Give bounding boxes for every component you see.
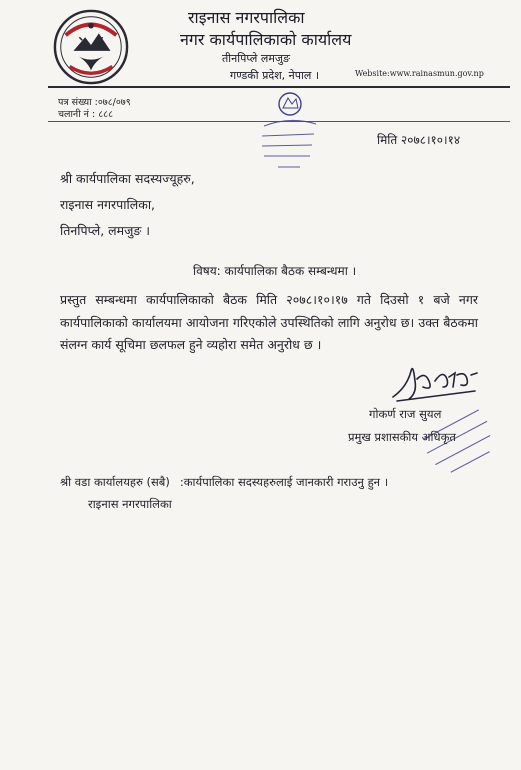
addressee-line-3: तिनपिप्ले, लमजुङ । (60, 223, 151, 238)
nepal-emblem-logo (52, 8, 130, 86)
letter-number: पत्र संख्या :०७८/०७९ (58, 97, 131, 108)
cc-line (60, 475, 388, 490)
office-place: तीनपिप्ले लमजुङ (222, 52, 291, 65)
office-stamp (250, 90, 325, 182)
cc-note: :कार्यपालिका सदस्यहरुलाई जानकारी गराउनु हुन । (179, 475, 389, 489)
signatory-name: गोकर्ण राज सुयल (369, 407, 442, 421)
cc-office: राइनास नगरपालिका (88, 497, 172, 511)
municipality-name: राइनास नगरपालिका (188, 8, 305, 27)
addressee-line-1: श्री कार्यपालिका सदस्यज्यूहरु, (60, 171, 195, 186)
letter-body: प्रस्तुत सम्बन्धमा कार्यपालिकाको बैठक मिति २०७८।१०।१७ गते दिउसो १ बजे नगर कार्यपालिकाको कार्यालयमा आयोजना गरिएकोले उपस्थितिको लागि अनुरोध छ। उक्त बैठकमा संलग्न कार्य सूचिमा छलफल हुने व्यहोरा समेत अनुरोध छ । (60, 292, 478, 352)
letter-subject: विषय: कार्यपालिका बैठक सम्बन्धमा । (193, 264, 357, 278)
signatory-title: प्रमुख प्रशासकीय अधिकृत (348, 430, 456, 444)
addressee-line-2: राइनास नगरपालिका, (60, 197, 156, 212)
letterhead-divider (48, 86, 510, 88)
website-text: Website:www.rainasmun.gov.np (355, 69, 484, 78)
letter-date: मिति २०७८।१०।१४ (377, 133, 461, 147)
office-province: गण्डकी प्रदेश, नेपाल । (230, 69, 319, 82)
dispatch-number: चलानी नं : ८८८ (58, 109, 114, 120)
cc-recipient: श्री वडा कार्यालयहरु (सबै) (60, 475, 170, 489)
office-name: नगर कार्यपालिकाको कार्यालय (180, 30, 352, 49)
